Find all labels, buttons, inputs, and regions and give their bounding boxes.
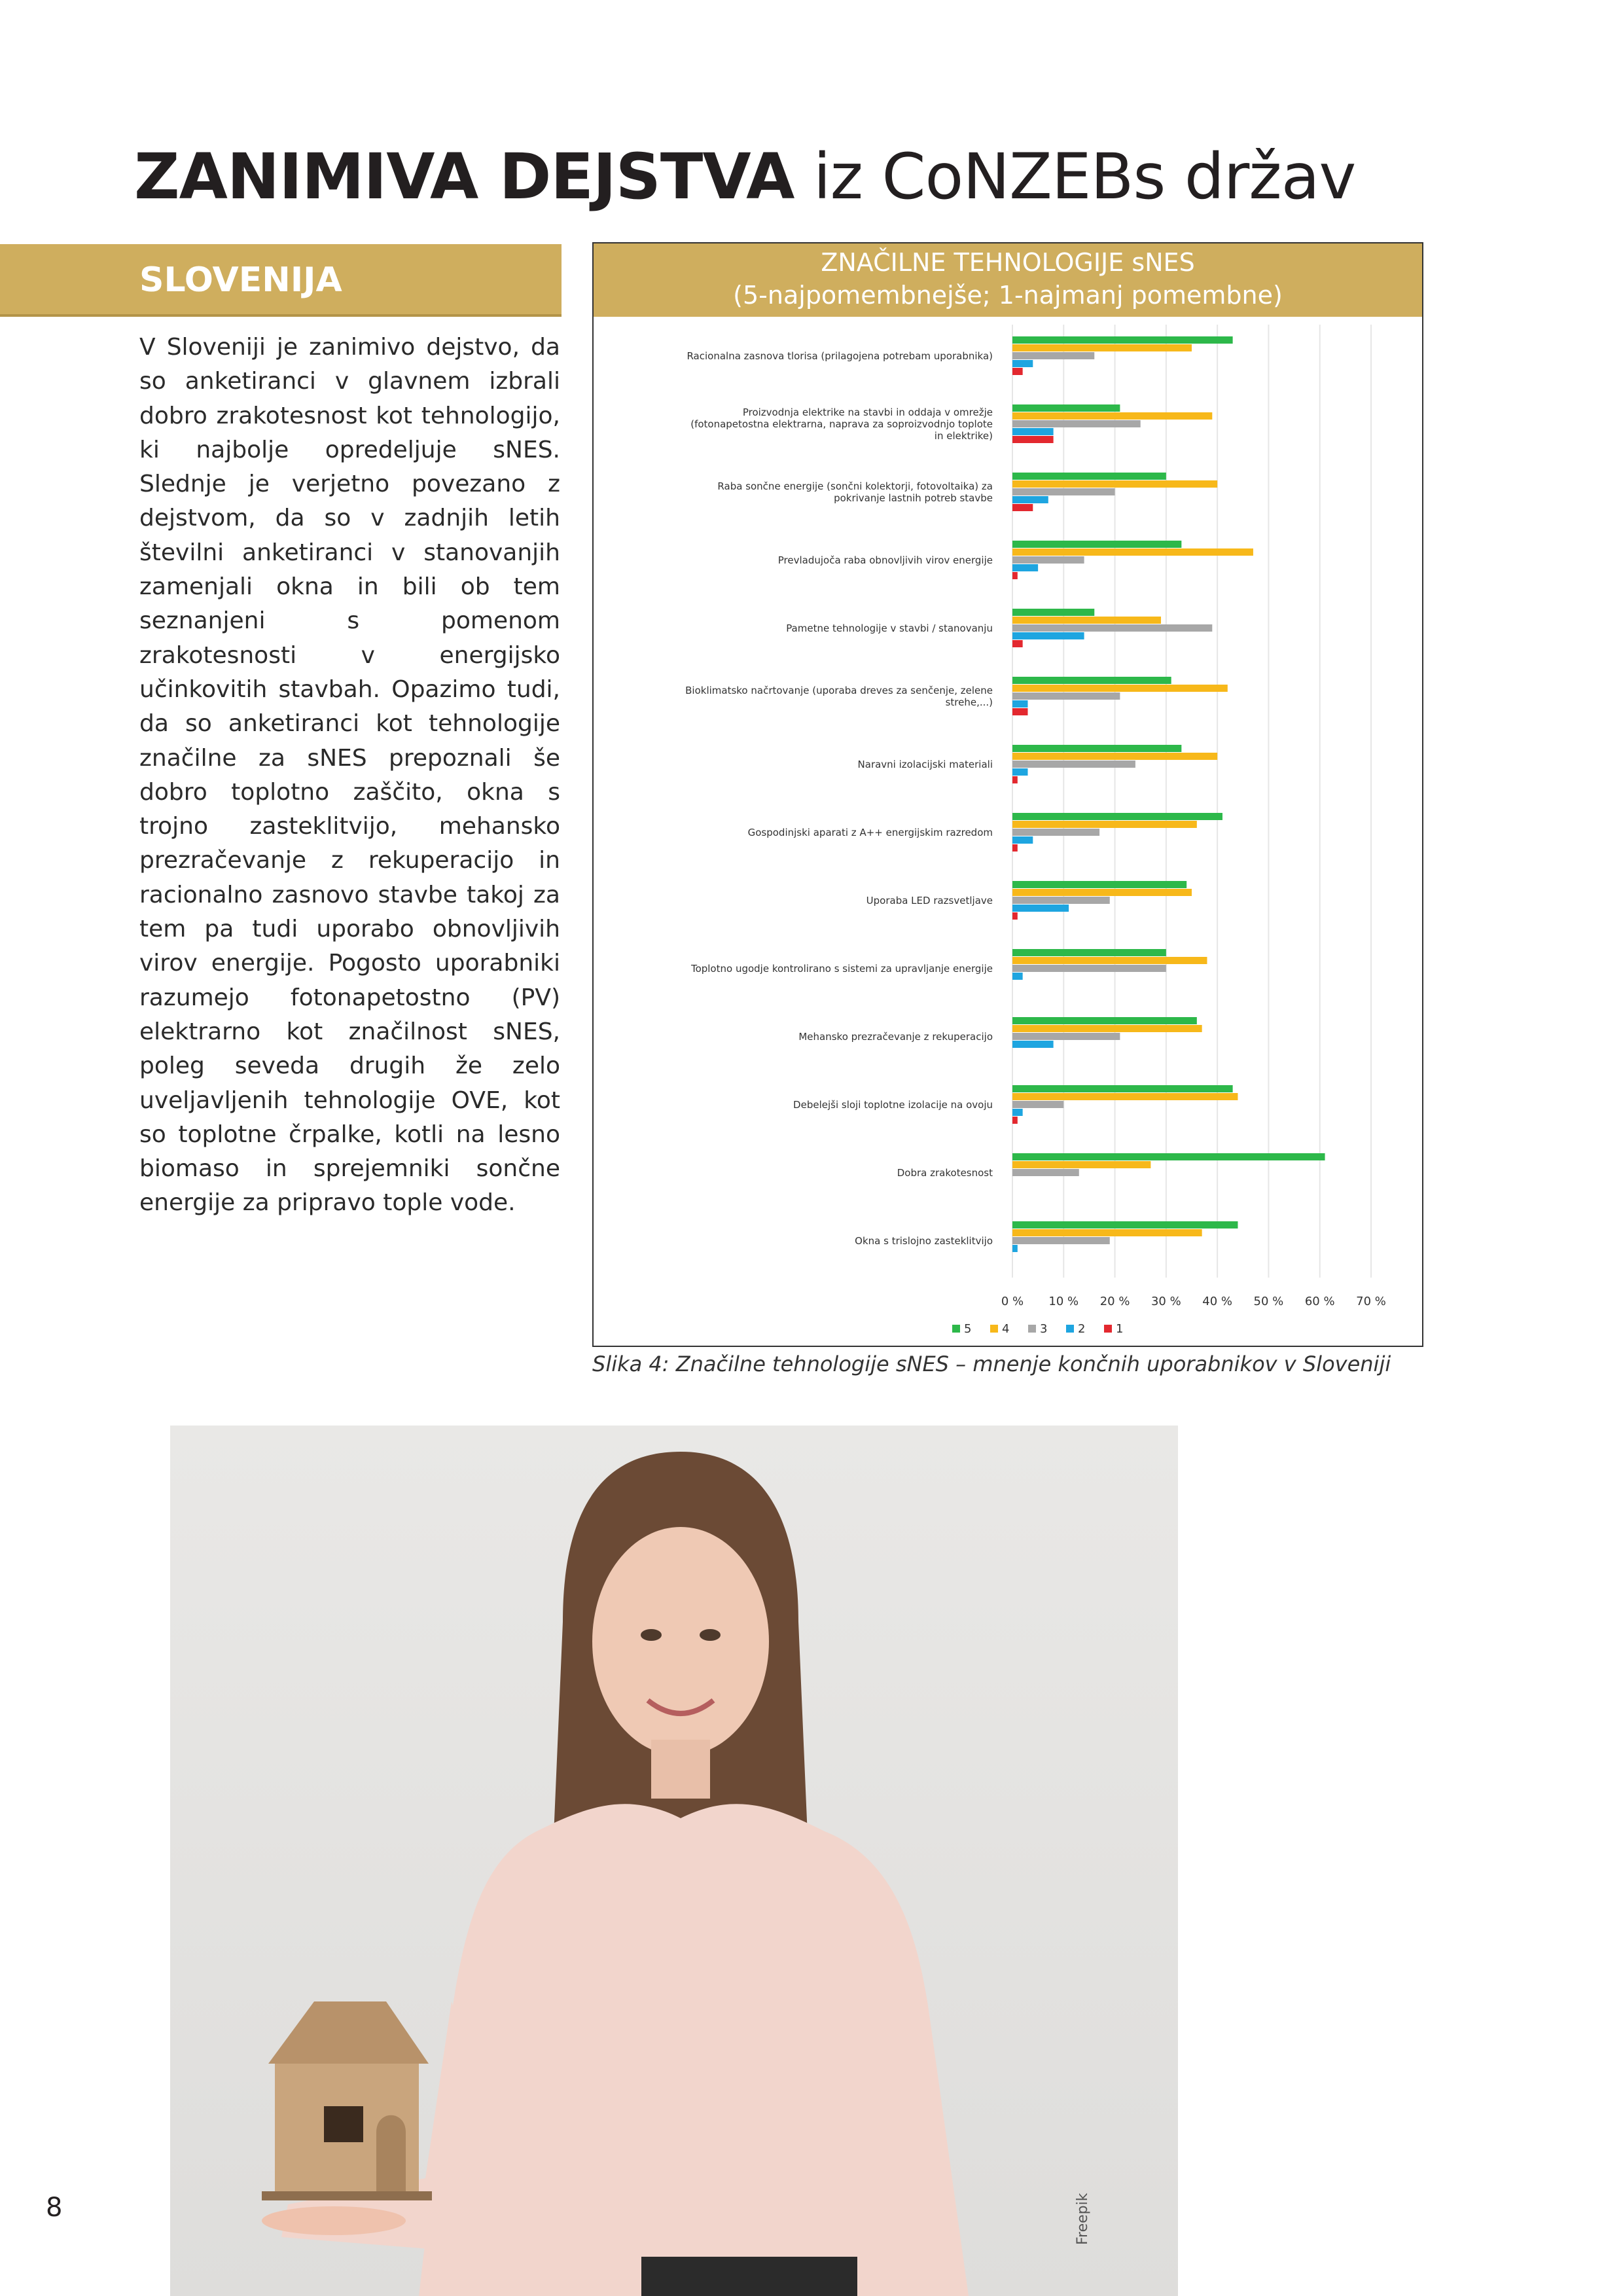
- legend-label: 3: [1040, 1322, 1048, 1336]
- bar-series-5: [1012, 813, 1222, 820]
- category-label: Prevladujoča raba obnovljivih virov energije: [777, 554, 993, 566]
- category-label: Pametne tehnologije v stavbi / stanovanju: [786, 622, 993, 634]
- bar-series-2: [1012, 700, 1027, 708]
- bar-series-2: [1012, 905, 1069, 912]
- bar-series-3: [1012, 1033, 1120, 1040]
- bar-series-4: [1012, 1025, 1202, 1032]
- bar-series-4: [1012, 617, 1161, 624]
- figure-caption: Slika 4: Značilne tehnologije sNES – mnenje končnih uporabnikov v Sloveniji: [592, 1352, 1391, 1376]
- bar-series-3: [1012, 420, 1141, 427]
- bar-series-5: [1012, 745, 1181, 752]
- bar-series-2: [1012, 1109, 1023, 1116]
- bar-series-4: [1012, 1229, 1202, 1236]
- x-tick-label: 30 %: [1150, 1295, 1181, 1308]
- x-tick-label: 0 %: [1001, 1295, 1024, 1308]
- chart-header-line2: (5-najpomembnejše; 1-najmanj pomembne): [733, 281, 1283, 310]
- category-label: Mehansko prezračevanje z rekuperacijo: [798, 1031, 993, 1043]
- category-label: Toplotno ugodje kontrolirano s sistemi za upravljanje energije: [690, 963, 993, 975]
- legend-label: 5: [964, 1322, 972, 1336]
- bar-series-3: [1012, 761, 1135, 768]
- bar-series-2: [1012, 768, 1027, 776]
- legend-swatch: [952, 1325, 960, 1333]
- legend-swatch: [990, 1325, 998, 1333]
- bar-series-5: [1012, 949, 1166, 956]
- x-tick-label: 50 %: [1253, 1295, 1284, 1308]
- title-rest: iz CoNZEBs držav: [813, 140, 1356, 213]
- bar-series-2: [1012, 360, 1033, 367]
- bar-series-3: [1012, 965, 1166, 972]
- bar-series-2: [1012, 973, 1023, 980]
- bar-series-2: [1012, 632, 1084, 639]
- bar-series-3: [1012, 1237, 1110, 1244]
- bar-series-3: [1012, 556, 1084, 564]
- x-tick-label: 40 %: [1202, 1295, 1233, 1308]
- bar-series-5: [1012, 336, 1233, 344]
- bar-series-4: [1012, 685, 1228, 692]
- section-divider: [0, 314, 562, 317]
- category-label: Gospodinjski aparati z A++ energijskim razredom: [747, 827, 993, 838]
- legend-swatch: [1066, 1325, 1074, 1333]
- legend-swatch: [1104, 1325, 1112, 1333]
- category-label: Okna s trislojno zasteklitvijo: [855, 1235, 993, 1247]
- bar-series-5: [1012, 404, 1120, 412]
- bar-series-5: [1012, 609, 1094, 616]
- x-tick-label: 70 %: [1356, 1295, 1386, 1308]
- bar-series-3: [1012, 829, 1099, 836]
- category-label: Uporaba LED razsvetljave: [866, 895, 993, 906]
- category-label: Naravni izolacijski materiali: [857, 759, 993, 770]
- chart-header-line1: ZNAČILNE TEHNOLOGIJE sNES: [821, 248, 1195, 277]
- face-shape: [592, 1527, 769, 1756]
- bar-series-1: [1012, 708, 1027, 715]
- bar-series-4: [1012, 889, 1192, 896]
- bar-series-5: [1012, 1017, 1197, 1024]
- category-label: Racionalna zasnova tlorisa (prilagojena potrebam uporabnika): [687, 350, 993, 362]
- bar-series-4: [1012, 753, 1217, 760]
- bar-series-3: [1012, 1101, 1063, 1108]
- bar-series-5: [1012, 677, 1171, 684]
- bar-series-2: [1012, 1041, 1054, 1048]
- bar-series-1: [1012, 504, 1033, 511]
- photo-credit: Freepik: [1075, 2193, 1091, 2245]
- wooden-house-icon: [262, 2001, 432, 2200]
- bar-series-2: [1012, 564, 1038, 571]
- bar-series-5: [1012, 1085, 1233, 1092]
- category-label: Raba sončne energije (sončni kolektorji, fotovoltaika) za pokrivanje lastnih potreb stavbe: [717, 480, 993, 504]
- blouse-shape: [419, 1804, 969, 2296]
- page-title: [134, 134, 1355, 219]
- section-heading: SLOVENIJA: [139, 260, 342, 300]
- photo-illustration: [170, 1426, 1178, 2296]
- bar-series-2: [1012, 1245, 1018, 1252]
- bar-series-2: [1012, 428, 1054, 435]
- bar-series-5: [1012, 1221, 1238, 1229]
- bar-series-4: [1012, 1161, 1150, 1168]
- bar-series-3: [1012, 352, 1094, 359]
- section-heading-bar: [0, 244, 562, 316]
- bar-series-1: [1012, 776, 1018, 783]
- title-bold: ZANIMIVA DEJSTVA: [134, 140, 794, 213]
- x-tick-label: 10 %: [1048, 1295, 1079, 1308]
- bar-chart: [594, 317, 1422, 1346]
- bar-series-1: [1012, 368, 1023, 375]
- chart-header: [594, 243, 1422, 317]
- body-paragraph: V Sloveniji je zanimivo dejstvo, da so anketiranci v glavnem izbrali dobro zrakotesnost kot tehnologijo, ki najbolje opredeljuje sNES. Slednje je verjetno povezano z dejstvom, da so v zadnjih letih številni anketiranci v stanovanjih zamenjali okna in bili ob tem seznanjeni s pomenom zrakotesnosti v energijsko učinkovitih stavbah. Opazimo tudi, da so anketiranci kot tehnologije značilne za sNES prepoznali še dobro toplotno zaščito, okna s trojno zasteklitvijo, mehansko prezračevanje z rekuperacijo in racionalno zasnovo stavbe takoj za tem pa tudi uporabo obnovljivih virov energije. Pogosto uporabniki razumejo fotonapetostno (PV) elektrarno kot značilnost sNES, poleg seveda drugih že zelo uveljavljenih tehnologije OVE, kot so toplotne črpalke, kotli na lesno biomaso in sprejemniki sončne energije za pripravo tople vode.: [139, 334, 560, 1217]
- x-tick-label: 20 %: [1099, 1295, 1130, 1308]
- bar-series-5: [1012, 881, 1186, 888]
- bar-series-4: [1012, 957, 1207, 964]
- bar-series-4: [1012, 548, 1253, 556]
- bar-series-3: [1012, 488, 1115, 495]
- bar-series-3: [1012, 1169, 1079, 1176]
- category-label: Debelejši sloji toplotne izolacije na ovoju: [793, 1099, 993, 1111]
- bar-series-1: [1012, 912, 1018, 920]
- legend-label: 2: [1078, 1322, 1086, 1336]
- bar-series-4: [1012, 1093, 1238, 1100]
- bar-series-5: [1012, 1153, 1325, 1160]
- eye-right: [700, 1629, 721, 1641]
- legend-label: 4: [1002, 1322, 1010, 1336]
- category-label: Proizvodnja elektrike na stavbi in oddaja v omrežje (fotonapetostna elektrarna, naprava za soproizvodnjo toplote in elektrike): [690, 406, 993, 442]
- category-label: Bioklimatsko načrtovanje (uporaba dreves za senčenje, zelene strehe,...): [685, 685, 993, 708]
- bar-series-1: [1012, 436, 1054, 443]
- page-number: 8: [46, 2193, 63, 2223]
- bar-series-3: [1012, 624, 1212, 632]
- bar-series-1: [1012, 640, 1023, 647]
- legend-swatch: [1028, 1325, 1036, 1333]
- hand-shape: [262, 2206, 406, 2235]
- bar-series-4: [1012, 344, 1192, 351]
- bar-series-2: [1012, 496, 1048, 503]
- legend-label: 1: [1116, 1322, 1124, 1336]
- bar-series-5: [1012, 473, 1166, 480]
- category-label: Dobra zrakotesnost: [897, 1167, 993, 1179]
- bar-series-1: [1012, 844, 1018, 852]
- bar-series-1: [1012, 1117, 1018, 1124]
- bar-series-3: [1012, 692, 1120, 700]
- bar-series-4: [1012, 821, 1197, 828]
- photo-woman-with-house: [170, 1426, 1178, 2296]
- bar-series-2: [1012, 836, 1033, 844]
- bar-series-4: [1012, 480, 1217, 488]
- bar-series-5: [1012, 541, 1181, 548]
- eye-left: [641, 1629, 662, 1641]
- bar-series-4: [1012, 412, 1212, 420]
- neck-shape: [651, 1740, 710, 1799]
- bar-series-3: [1012, 897, 1110, 904]
- skirt-shape: [641, 2257, 857, 2296]
- bar-series-1: [1012, 572, 1018, 579]
- chart-panel: [592, 242, 1423, 1347]
- x-tick-label: 60 %: [1304, 1295, 1335, 1308]
